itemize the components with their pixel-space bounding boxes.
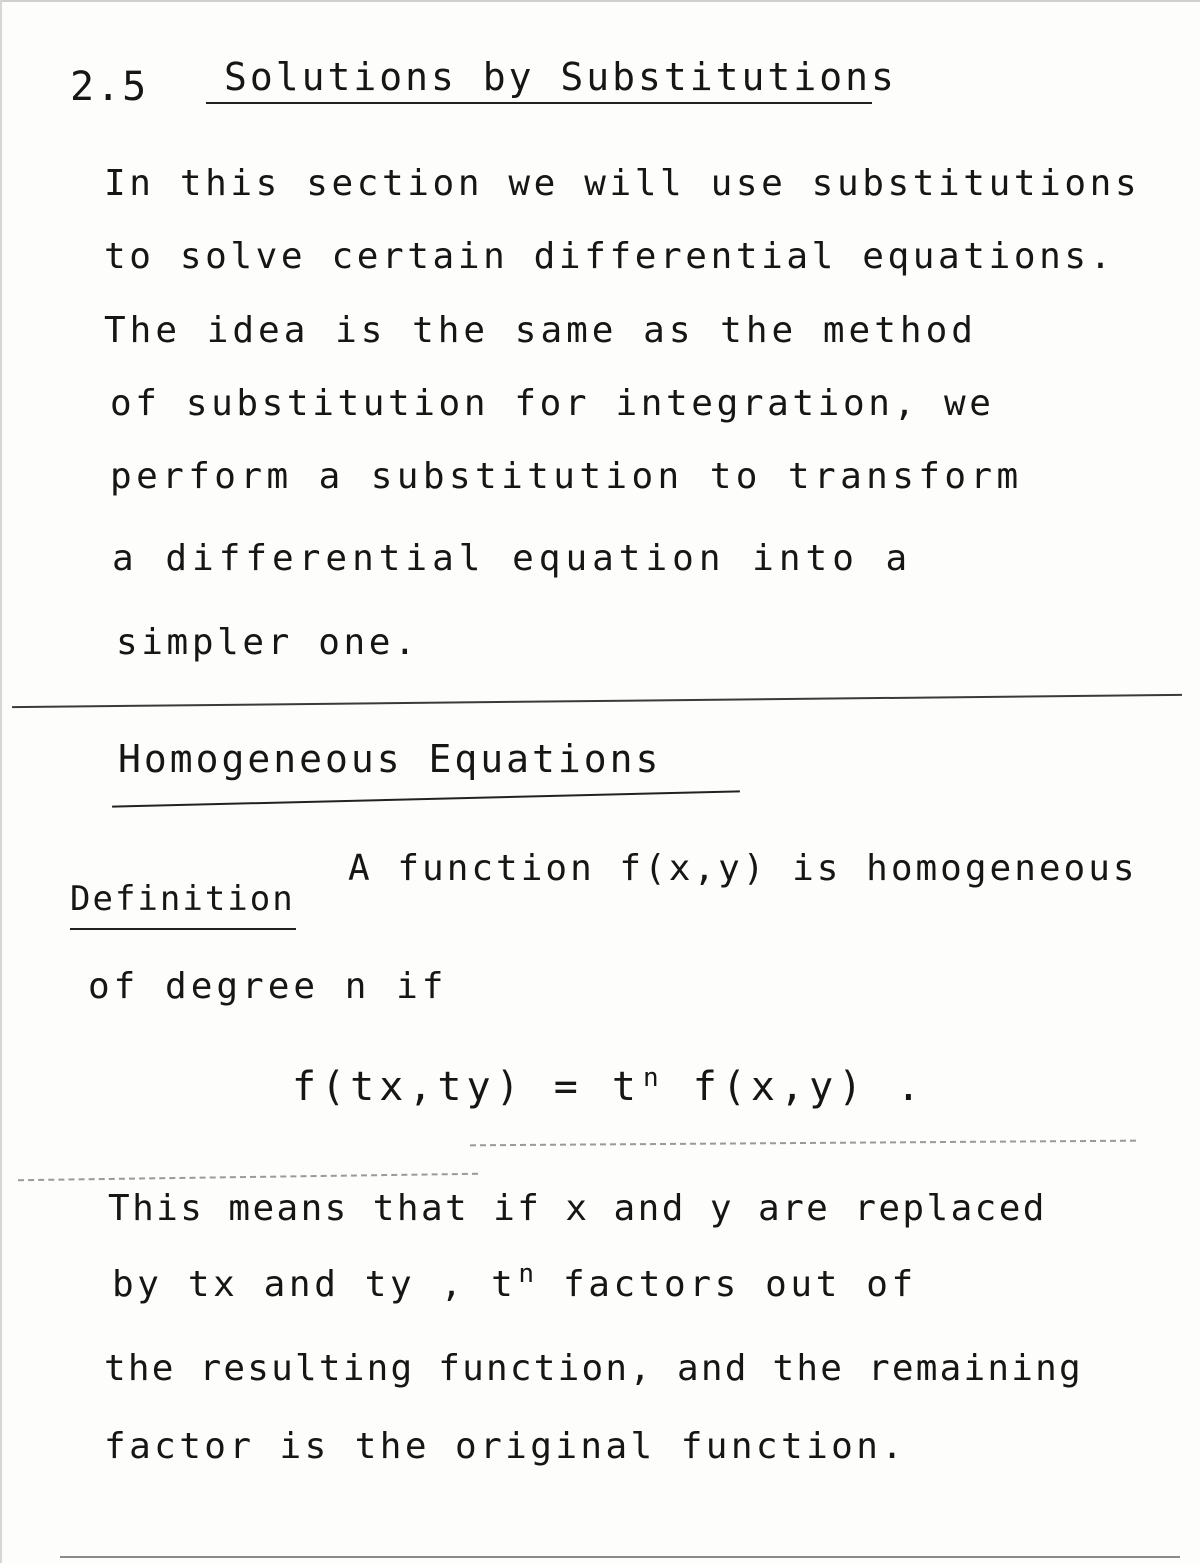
dashed-separator: [18, 1173, 478, 1181]
intro-line: The idea is the same as the method: [104, 310, 977, 351]
intro-line: a differential equation into a: [112, 538, 913, 579]
section-title-underline: [206, 102, 872, 104]
explanation-line: [112, 1259, 917, 1309]
formula-rhs: f(x,y) .: [692, 1064, 926, 1110]
intro-line: to solve certain differential equations.: [104, 236, 1115, 277]
explanation-line: factor is the original function.: [104, 1426, 907, 1467]
dashed-separator: [470, 1140, 1136, 1147]
explanation-exponent: n: [518, 1259, 538, 1289]
intro-line: perform a substitution to transform: [110, 456, 1023, 497]
page-left-edge: [0, 0, 2, 1563]
homogeneity-formula: [292, 1063, 926, 1113]
definition-label: Definition: [70, 879, 295, 919]
formula-lhs: f(tx,ty) =: [292, 1064, 583, 1110]
formula-base: t: [611, 1064, 642, 1110]
page-top-edge: [0, 0, 1200, 2]
explanation-text: by tx and ty ,: [112, 1264, 466, 1305]
formula-exponent: n: [643, 1063, 664, 1093]
page-bottom-edge: [60, 1556, 1180, 1558]
intro-line: of substitution for integration, we: [110, 383, 995, 424]
definition-label-underline: [70, 928, 296, 930]
section-separator: [12, 694, 1182, 708]
section-number: 2.5: [70, 64, 149, 110]
explanation-line: This means that if x and y are replaced: [108, 1188, 1047, 1229]
intro-line: simpler one.: [116, 622, 420, 663]
explanation-line: the resulting function, and the remaining: [104, 1348, 1083, 1389]
section-title: Solutions by Substitutions: [224, 55, 897, 99]
subheading: Homogeneous Equations: [118, 737, 662, 781]
definition-line: of degree n if: [88, 966, 448, 1007]
explanation-text: factors out of: [562, 1264, 917, 1305]
subheading-underline: [112, 790, 740, 807]
definition-line: A function f(x,y) is homogeneous: [348, 848, 1138, 889]
intro-line: In this section we will use substitutions: [104, 163, 1141, 204]
explanation-base: t: [491, 1264, 517, 1305]
